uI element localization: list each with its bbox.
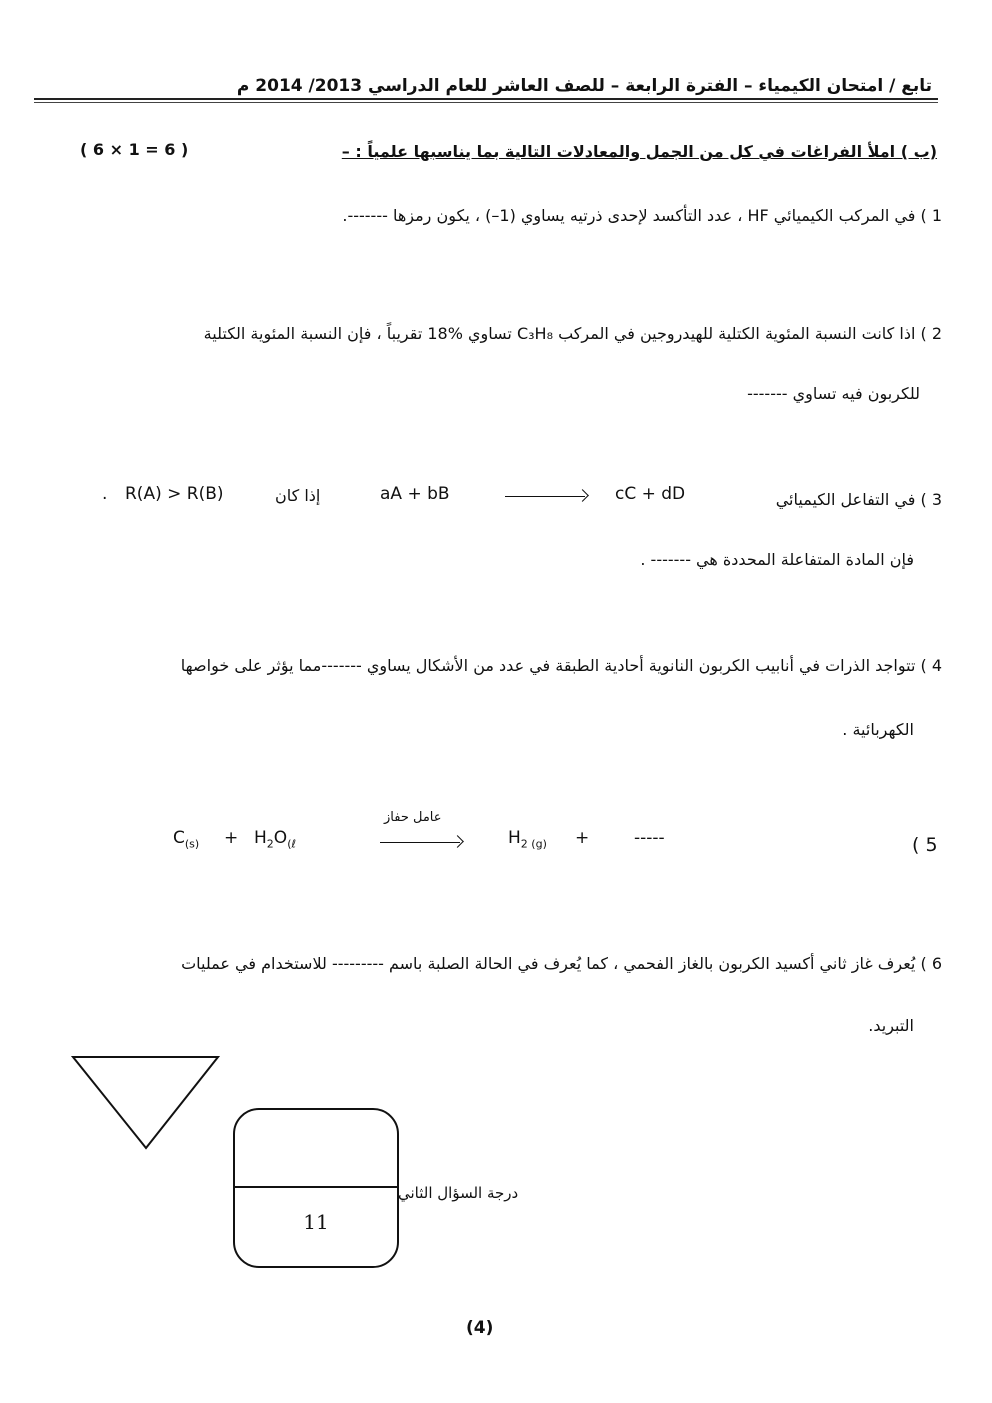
question-6-line-2: التبريد. [868, 1016, 914, 1035]
question-6 [72, 954, 942, 973]
reaction-arrow [380, 842, 460, 843]
reaction-products: cC + dD [615, 484, 686, 504]
rate-condition: R(A) > R(B) [125, 484, 224, 504]
question-4 [72, 656, 942, 675]
sentence-dot: . [102, 484, 108, 504]
page-number: (4) [466, 1318, 494, 1338]
condition-word: إذا كان [275, 486, 321, 505]
question-number: 2 ) [920, 324, 942, 343]
reaction-arrow [505, 496, 585, 497]
page-header: تابع / امتحان الكيمياء – الفترة الرابعة – للصف العاشر للعام الدراسي 2013/ 2014 م [236, 76, 932, 96]
header-rule-thin [34, 102, 938, 103]
question-2 [112, 324, 942, 343]
reaction-reactants: aA + bB [380, 484, 450, 504]
score-box [233, 1108, 399, 1268]
score-value: 11 [303, 1210, 329, 1234]
product-hydrogen: $H_{2 (g)}$ [508, 828, 547, 851]
score-label: درجة السؤال الثاني [398, 1184, 519, 1202]
plus-sign: + [575, 828, 590, 848]
question-text: اذا كانت النسبة المئوية الكتلية للهيدروجين في المركب C₃H₈ تساوي %18 تقريباً ، فإن النسبة المئوية الكتلية [203, 324, 916, 343]
question-text: يُعرف غاز ثاني أكسيد الكربون بالغاز الفحمي ، كما يُعرف في الحالة الصلبة باسم ‎--------- للاستخدام في عمليات [181, 954, 916, 973]
section-instruction: (ب ) املأ الفراغات في كل من الجمل والمعادلات التالية بما يناسبها علمياً : – [341, 142, 937, 161]
question-3 [776, 490, 942, 509]
question-text: في المركب الكيميائي HF ، عدد التأكسد لإحدى ذرتيه يساوي (1–) ، يكون رمزها ‎-------. [342, 206, 916, 225]
section-marks: ( 6 × 1 = 6 ) [80, 140, 189, 159]
header-rule [34, 98, 938, 100]
question-3-line-2: فإن المادة المتفاعلة المحددة هي ‎------- . [640, 550, 914, 569]
question-number: 3 ) [920, 490, 942, 509]
reactant-carbon: $C_{(s)}$ [173, 828, 200, 851]
catalyst-label: عامل حفاز [384, 810, 442, 825]
triangle-shape [70, 1054, 222, 1152]
question-text: في التفاعل الكيميائي [775, 490, 916, 509]
question-4-line-2: الكهربائية . [842, 720, 914, 739]
question-5-number: ( 5 [912, 834, 938, 856]
question-text: تتواجد الذرات في أنابيب الكربون النانوية أحادية الطبقة في عدد من الأشكال يساوي ‎-------مما يؤثر على خواصها [180, 656, 916, 675]
reactant-water: $H_2O_{(\ell}$ [254, 828, 297, 851]
answer-blank: ----- [634, 828, 665, 848]
question-number: 1 ) [920, 206, 942, 225]
question-2-line-2: للكربون فيه تساوي ‎------- [747, 384, 920, 403]
question-1 [202, 206, 942, 225]
question-number: 6 ) [920, 954, 942, 973]
question-number: 4 ) [920, 656, 942, 675]
plus-sign: + [224, 828, 239, 848]
score-box-divider [235, 1186, 397, 1188]
